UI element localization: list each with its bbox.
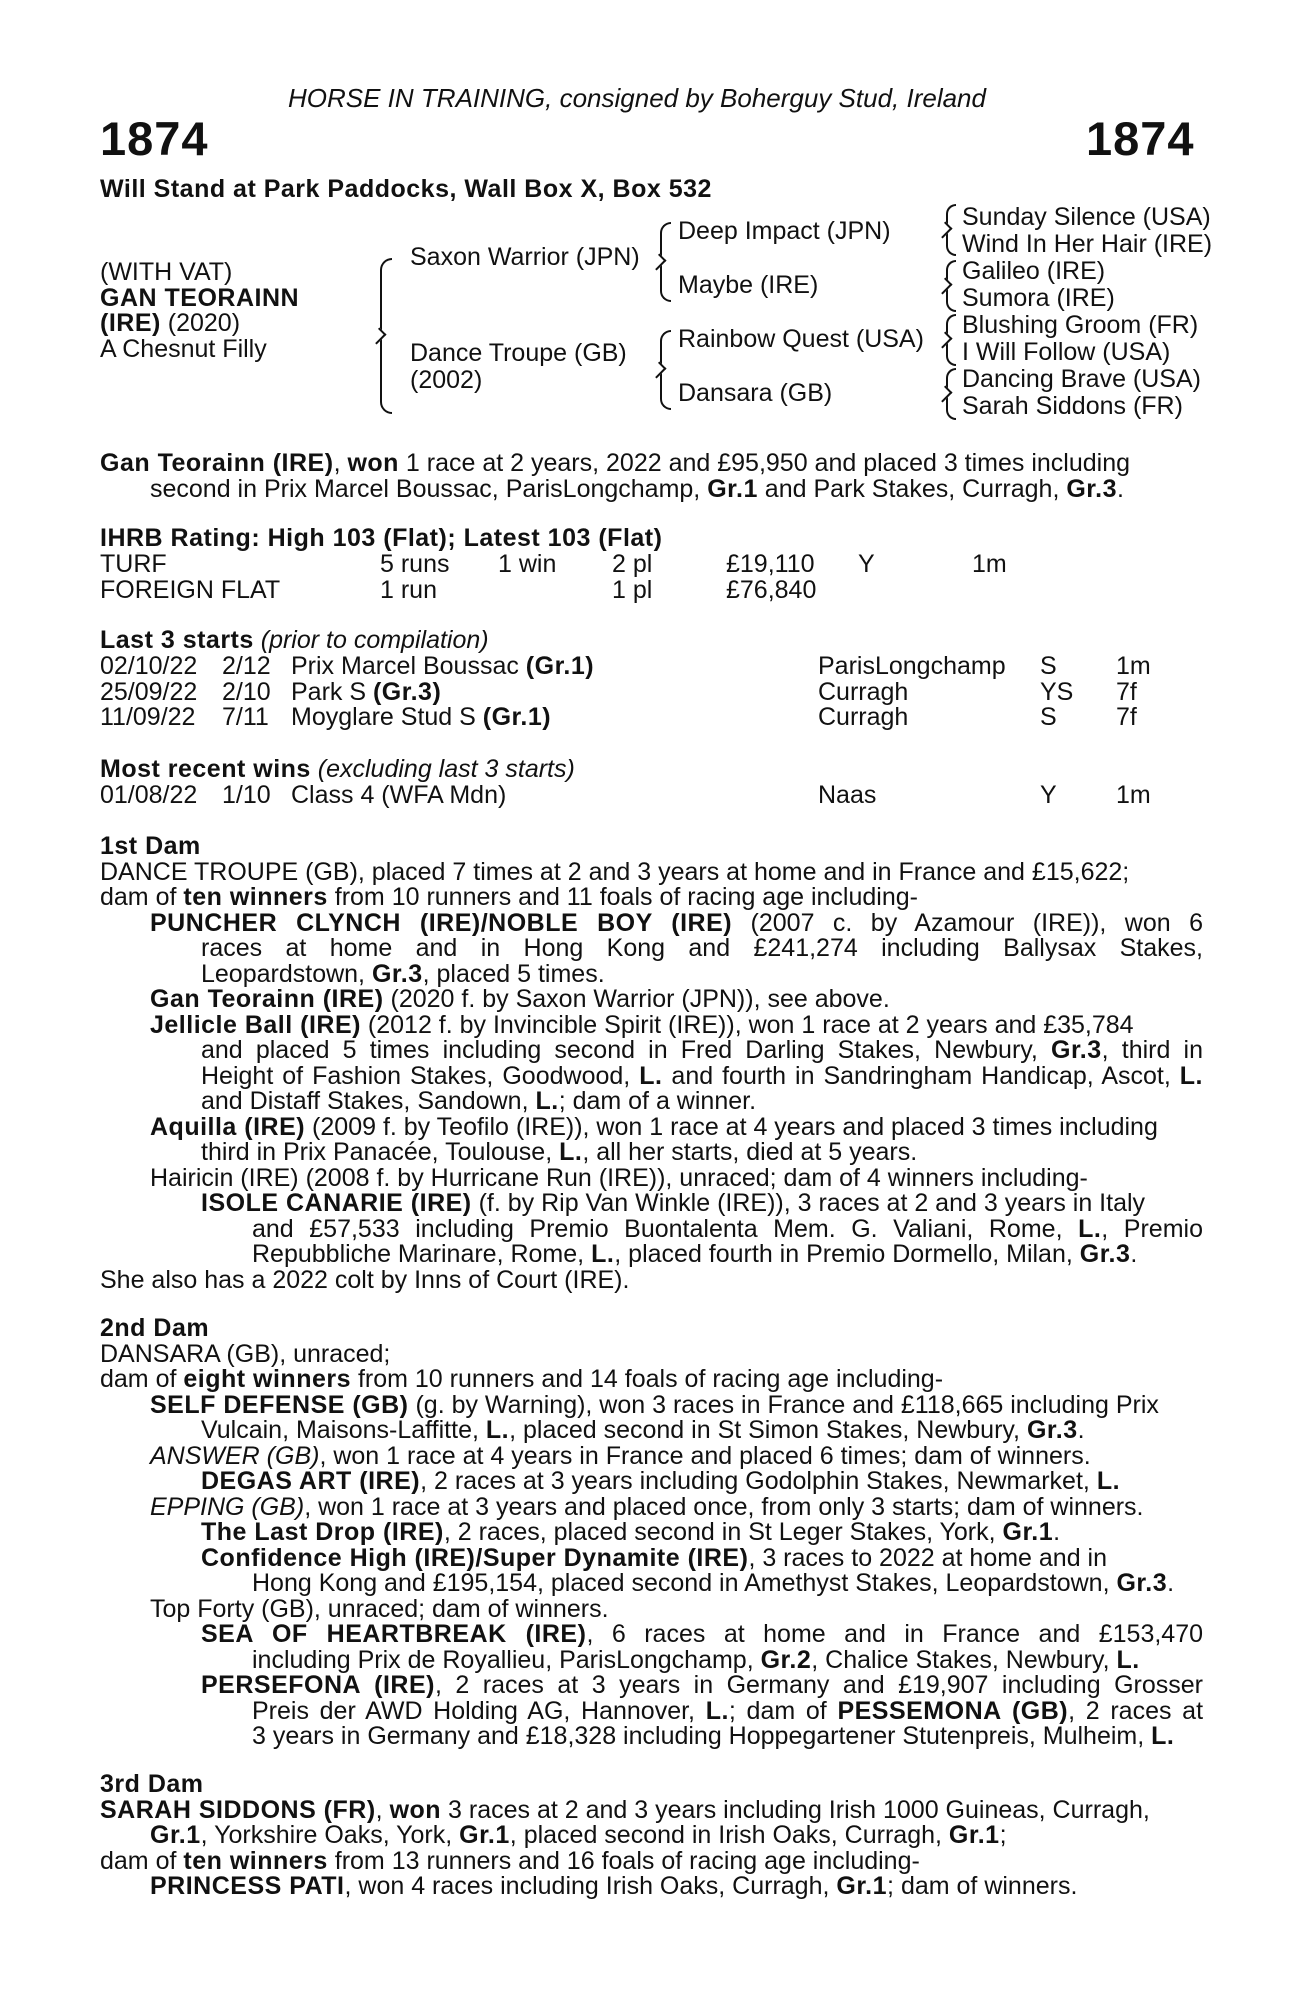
pedigree-brace-main	[380, 258, 392, 414]
pedigree-brace-g1	[946, 204, 956, 256]
horse-description: A Chesnut Filly	[100, 334, 267, 363]
horse-identity	[100, 260, 299, 362]
great-grandsire-1: Sunday Silence (USA)	[962, 203, 1211, 231]
table-row: 11/09/22 7/11 Moyglare Stud S (Gr.1) Curragh S 7f	[100, 703, 1137, 731]
sire-sire: Deep Impact (JPN)	[678, 217, 891, 245]
sire-dam: Maybe (IRE)	[678, 271, 819, 299]
great-granddam-4: Sarah Siddons (FR)	[962, 392, 1183, 420]
summary-line-2: second in Prix Marcel Boussac, ParisLongchamp, Gr.1 and Park Stakes, Curragh, Gr.3.	[150, 474, 1124, 503]
sire: Saxon Warrior (JPN)	[410, 243, 640, 271]
great-granddam-2: Sumora (IRE)	[962, 284, 1115, 312]
great-grandsire-3: Blushing Groom (FR)	[962, 311, 1199, 339]
dam-year: (2002)	[410, 366, 483, 394]
dam-sire: Rainbow Quest (USA)	[678, 325, 924, 353]
table-row: 02/10/22 2/12 Prix Marcel Boussac (Gr.1) ParisLongchamp S 1m	[100, 652, 1151, 680]
great-granddam-3: I Will Follow (USA)	[962, 338, 1171, 366]
horse-name: GAN TEORAINN	[100, 283, 300, 312]
pedigree-brace-sire	[660, 222, 671, 302]
vat-note: (WITH VAT)	[100, 258, 233, 286]
horse-origin-year	[100, 311, 299, 337]
pedigree-brace-g4	[946, 368, 956, 420]
second-dam-section: 2nd Dam DANSARA (GB), unraced; dam of eight winners from 10 runners and 14 foals of racing age including- SELF DEFENSE (GB) (g. by Warning), won 3 races in France and £118,665 including Prix Vulcain, Maisons-Laffitte, L., placed second in St Simon Stakes, Newbury, Gr.3. ANSWER (GB), won 1 race at 4 years in France and placed 6 times; dam of winners. DEGAS ART (IRE), 2 races at 3 years including Godolphin Stakes, Newmarket, L. EPPING (GB), won 1 race at 3 years and placed once, from only 3 starts; dam of winners. The Last Drop (IRE), 2 races, placed second in St Leger Stakes, York, Gr.1. Confidence High (IRE)/Super Dynamite (IRE), 3 races to 2022 at home and in Hong Kong and £195,154, placed second in Amethyst Stakes, Leopardstown, Gr.3. Top Forty (GB), unraced; dam of winners. SEA OF HEARTBREAK (IRE), 6 races at home and in France and £153,470 including Prix de Royallieu, ParisLongchamp, Gr.2, Chalice Stakes, Newbury, L. PERSEFONA (IRE), 2 races at 3 years in Germany and £19,907 including Grosser Preis der AWD Holding AG, Hannover, L.; dam of PESSEMONA (GB), 2 races at 3 years in Germany and £18,328 including Hoppegartener Stutenpreis, Mulheim, L.	[100, 1314, 1204, 1750]
rating-table	[100, 550, 1007, 604]
stand-location: Will Stand at Park Paddocks, Wall Box X, Box 532	[100, 175, 712, 203]
last-starts-heading: Last 3 starts (prior to compilation)	[100, 626, 489, 654]
great-grandsire-2: Galileo (IRE)	[962, 257, 1106, 285]
dam-dam: Dansara (GB)	[678, 379, 833, 407]
race-summary	[100, 451, 1203, 502]
recent-wins-heading: Most recent wins (excluding last 3 starts)	[100, 755, 575, 783]
lot-number-right: 1874	[1086, 112, 1195, 165]
table-row: 01/08/22 1/10 Class 4 (WFA Mdn) Naas Y 1m	[100, 781, 1151, 809]
horse-year: (2020)	[160, 309, 241, 337]
first-dam-section: 1st Dam DANCE TROUPE (GB), placed 7 times at 2 and 3 years at home and in France and £15,622; dam of ten winners from 10 runners and 11 foals of racing age including- PUNCHER CLYNCH (IRE)/NOBLE BOY (IRE) (2007 c. by Azamour (IRE)), won 6 races at home and in Hong Kong and £241,274 including Ballysax Stakes, Leopardstown, Gr.3, placed 5 times. Gan Teorainn (IRE) (2020 f. by Saxon Warrior (JPN)), see above. Jellicle Ball (IRE) (2012 f. by Invincible Spirit (IRE)), won 1 race at 2 years and £35,784 and placed 5 times including second in Fred Darling Stakes, Newbury, Gr.3, third in Height of Fashion Stakes, Goodwood, L. and fourth in Sandringham Handicap, Ascot, L. and Distaff Stakes, Sandown, L.; dam of a winner. Aquilla (IRE) (2009 f. by Teofilo (IRE)), won 1 race at 4 years and placed 3 times including third in Prix Panacée, Toulouse, L., all her starts, died at 5 years. Hairicin (IRE) (2008 f. by Hurricane Run (IRE)), unraced; dam of 4 winners including- ISOLE CANARIE (IRE) (f. by Rip Van Winkle (IRE)), 3 races at 2 and 3 years in Italy and £57,533 including Premio Buontalenta Mem. G. Valiani, Rome, L., Premio Repubbliche Marinare, Rome, L., placed fourth in Premio Dormello, Milan, Gr.3. She also has a 2022 colt by Inns of Court (IRE).	[100, 832, 1204, 1294]
summary-line-1: Gan Teorainn (IRE), won 1 race at 2 years, 2022 and £95,950 and placed 3 times including	[100, 449, 1131, 477]
lot-number-left: 1874	[100, 112, 209, 165]
pedigree-brace-g3	[946, 314, 956, 366]
great-grandsire-4: Dancing Brave (USA)	[962, 365, 1201, 393]
section-heading: 3rd Dam	[100, 1770, 204, 1798]
pedigree-brace-dam	[660, 330, 671, 410]
section-heading: 1st Dam	[100, 832, 201, 860]
pedigree-brace-g2	[946, 260, 956, 312]
last-starts-table	[100, 654, 1150, 731]
rating-row: FOREIGN FLAT 1 run 1 pl £76,840	[100, 575, 817, 604]
consignment-line: HORSE IN TRAINING, consigned by Boherguy Stud, Ireland	[288, 83, 986, 113]
horse-country: (IRE)	[100, 309, 161, 337]
dam: Dance Troupe (GB)	[410, 339, 627, 367]
section-heading: 2nd Dam	[100, 1314, 210, 1342]
third-dam-section: 3rd Dam SARAH SIDDONS (FR), won 3 races at 2 and 3 years including Irish 1000 Guineas, Curragh, Gr.1, Yorkshire Oaks, York, Gr.1, placed second in Irish Oaks, Curragh, Gr.1; dam of ten winners from 13 runners and 16 foals of racing age including- PRINCESS PATI, won 4 races including Irish Oaks, Curragh, Gr.1; dam of winners.	[100, 1772, 1203, 1900]
rating-row: TURF 5 runs 1 win 2 pl £19,110 Y 1m	[100, 550, 1007, 578]
rating-title: IHRB Rating: High 103 (Flat); Latest 103 (Flat)	[100, 524, 663, 552]
table-row: 25/09/22 2/10 Park S (Gr.3) Curragh YS 7f	[100, 677, 1137, 706]
great-granddam-1: Wind In Her Hair (IRE)	[962, 230, 1213, 258]
recent-wins-table	[100, 783, 1150, 809]
